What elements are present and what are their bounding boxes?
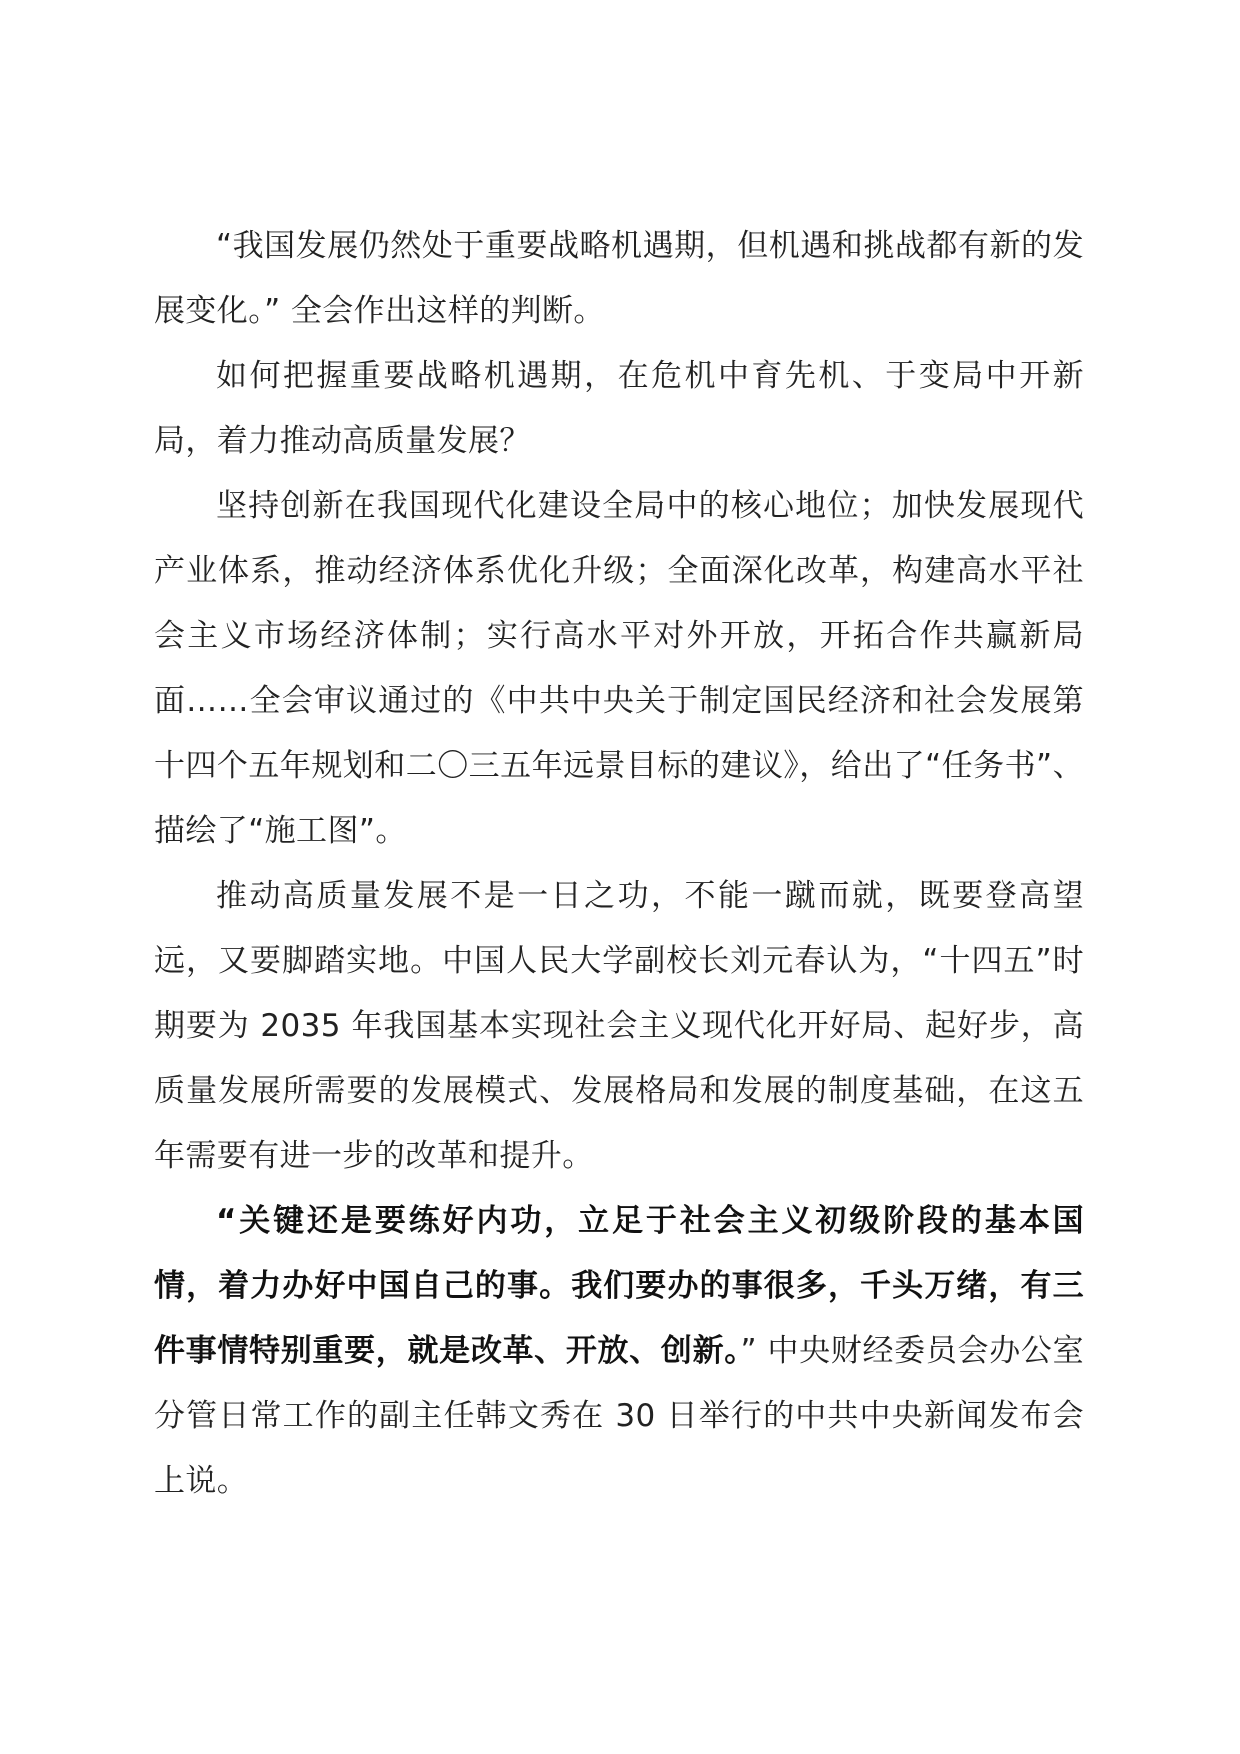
paragraph-5-attribution: ” 中央财经委员会办公室分管日常工作的副主任韩文秀在 30 日举行的中共中央新闻发布会上说。 bbox=[154, 1333, 1084, 1499]
document-page bbox=[154, 214, 1084, 1514]
paragraph-1: “我国发展仍然处于重要战略机遇期，但机遇和挑战都有新的发展变化。” 全会作出这样的判断。 bbox=[154, 228, 1084, 329]
paragraph-5 bbox=[154, 1189, 1084, 1514]
paragraph-4: 推动高质量发展不是一日之功，不能一蹴而就，既要登高望远，又要脚踏实地。中国人民大学副校长刘元春认为，“十四五”时期要为 2035 年我国基本实现社会主义现代化开好局、起好步，高质量发展所需要的发展模式、发展格局和发展的制度基础，在这五年需要有进一步的改革和提升。 bbox=[154, 878, 1084, 1174]
paragraph-2: 如何把握重要战略机遇期，在危机中育先机、于变局中开新局，着力推动高质量发展？ bbox=[154, 358, 1084, 459]
paragraph-5-bold-quote: “关键还是要练好内功，立足于社会主义初级阶段的基本国情，着力办好中国自己的事。我们要办的事很多，千头万绪，有三件事情特别重要，就是改革、开放、创新。 bbox=[154, 1203, 1084, 1369]
paragraph-3: 坚持创新在我国现代化建设全局中的核心地位；加快发展现代产业体系，推动经济体系优化升级；全面深化改革，构建高水平社会主义市场经济体制；实行高水平对外开放，开拓合作共赢新局面……全会审议通过的《中共中央关于制定国民经济和社会发展第十四个五年规划和二〇三五年远景目标的建议》，给出了“任务书”、描绘了“施工图”。 bbox=[154, 488, 1084, 849]
